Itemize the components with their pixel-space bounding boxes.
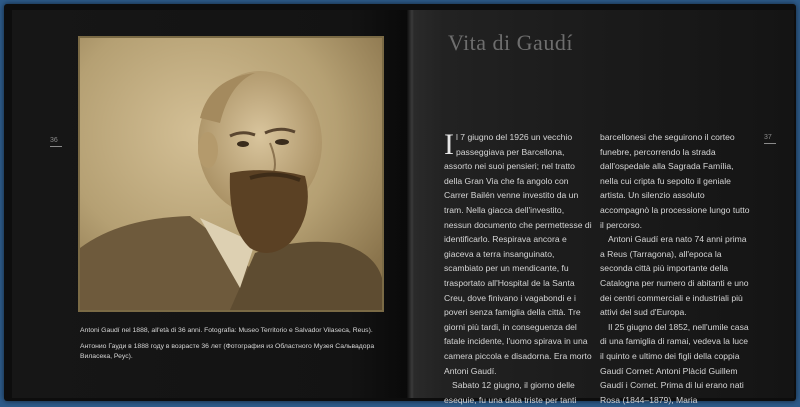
paragraph: l 7 giugno del 1926 un vecchio passeggiava per Barcellona, assorto nei suoi pensieri; nel tratto della Gran Via che fa angolo con Carrer Bailén venne investito da un tram. Nella giacca dell'investito, nessun documento che permettesse di identificarlo. Respirava ancora e giaceva a terra insanguinato, scambiato per un mendicante, fu trasportato all'Hospital de la Santa Creu, dove finivano i vagabondi e i poveri senza famiglia della città. Tre giorni più tardi, in conseguenza del fatale incidente, l'uomo spirava in una camera piccola e disadorna. Era morto Antoni Gaudí. xyxy=(444,132,592,376)
gaudi-portrait-photo xyxy=(78,36,384,312)
paragraph: Antoni Gaudí era nato 74 anni prima a Reus (Tarragona), all'epoca la seconda città più importante della Catalogna per numero di abitanti e uno dei centri commerciali e industriali più attivi del sud d'Europa. xyxy=(600,234,749,318)
text-column-2 xyxy=(600,130,750,407)
page-number-rule xyxy=(50,146,62,147)
page-number-left-text: 36 xyxy=(50,137,58,144)
paragraph: Il 25 giugno del 1852, nell'umile casa di una famiglia di ramai, vedeva la luce il quinto e ultimo dei figli della coppia Gaudí Cornet: Antoni Plàcid Guillem Gaudí i Cornet. Prima di lui erano nati Rosa (1844–1879), Maria xyxy=(600,321,749,405)
caption-russian: Антонио Гауди в 1888 году в возрасте 36 лет (Фотография из Областного Музея Сальвадора Виласека, Реус). xyxy=(80,343,375,360)
caption-italian: Antoni Gaudí nel 1888, all'età di 36 anni. Fotografia: Museo Territorio e Salvador Vilaseca, Reus). xyxy=(80,327,373,334)
page-title: Vita di Gaudí xyxy=(448,30,573,55)
text-column-1 xyxy=(444,130,594,407)
drop-cap: I xyxy=(444,128,454,161)
page-number-right xyxy=(764,134,776,144)
portrait-illustration xyxy=(80,38,382,310)
page-number-left xyxy=(50,137,62,147)
paragraph: barcellonesi che seguirono il corteo funebre, percorrendo la strada dall'ospedale alla Sagrada Família, nella cui cripta fu sepolto il geniale artista. Un silenzio assoluto accompagnò la processione lungo tutto il percorso. xyxy=(600,132,750,230)
photo-caption xyxy=(80,326,380,368)
paragraph: Sabato 12 giugno, il giorno delle esequie, fu una data triste per tanti xyxy=(444,380,577,405)
page-number-right-text: 37 xyxy=(764,134,772,141)
page-number-rule xyxy=(764,143,776,144)
